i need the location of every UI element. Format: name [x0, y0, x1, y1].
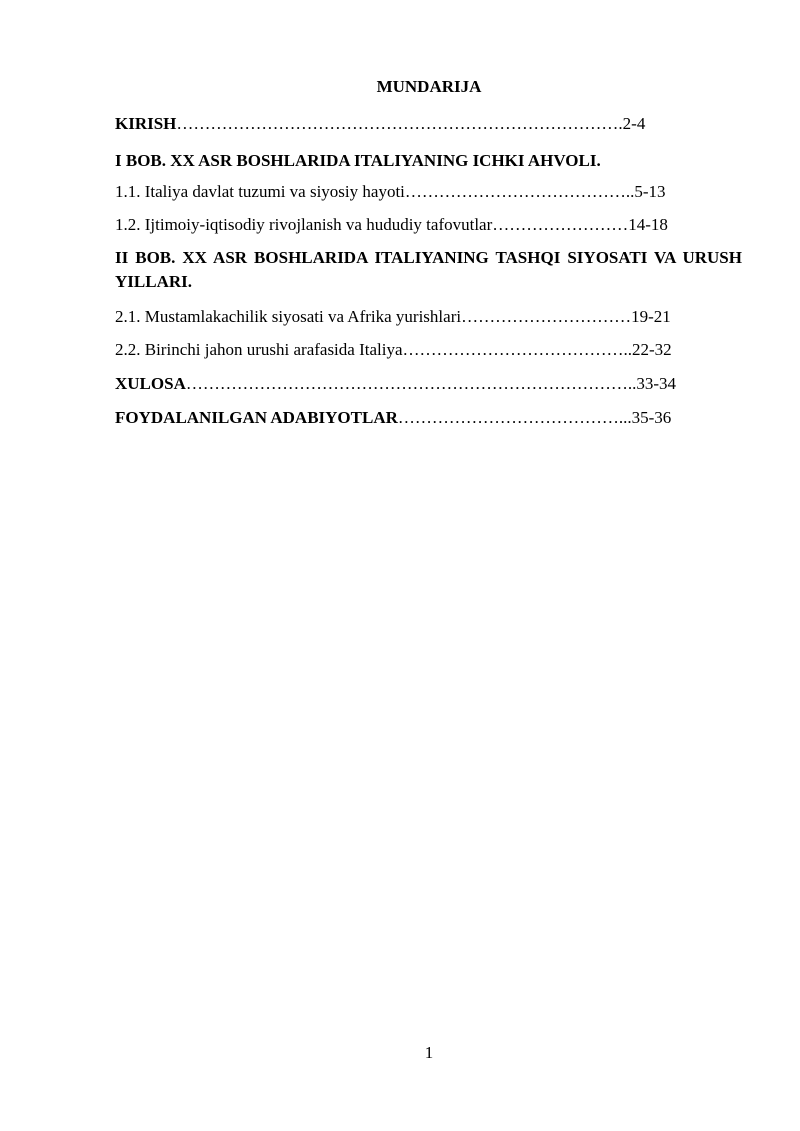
toc-leader: …………………………………. — [397, 408, 624, 427]
toc-page-range: ..35-36 — [623, 408, 672, 427]
toc-entry-1-1 — [115, 182, 666, 202]
toc-entry-label: 1.2. Ijtimoiy-iqtisodiy rivojlanish va hududiy tafovutlar — [115, 215, 493, 234]
toc-page-range: 5-13 — [634, 182, 666, 201]
toc-leader: ……………………………………………………………………. — [176, 114, 623, 133]
toc-leader: ………………………………….. — [402, 340, 632, 359]
toc-leader: ………………………………….. — [404, 182, 635, 201]
toc-entry-kirish — [115, 114, 645, 134]
toc-entry-label: 2.1. Mustamlakachilik siyosati va Afrika yurishlari — [115, 307, 462, 326]
toc-entry-xulosa — [115, 374, 676, 394]
toc-entry-adabiyotlar — [115, 408, 671, 428]
toc-entry-label: KIRISH — [115, 114, 177, 133]
toc-title: MUNDARIJA — [376, 77, 482, 96]
toc-entry-label: 2.2. Birinchi jahon urushi arafasida Italiya — [115, 340, 403, 359]
toc-page-range: 14-18 — [628, 215, 668, 234]
toc-page-range: 19-21 — [631, 307, 671, 326]
toc-leader: ………………………… — [461, 307, 632, 326]
toc-entry-label: XULOSA — [115, 374, 186, 393]
toc-leader: …………………………………………………………………….. — [185, 374, 637, 393]
toc-chapter-2-heading: II BOB. XX ASR BOSHLARIDA ITALIYANING TASHQI SIYOSATI VA URUSH YILLARI. — [115, 248, 742, 291]
toc-page-range: 2-4 — [622, 114, 646, 133]
toc-entry-label: FOYDALANILGAN ADABIYOTLAR — [115, 408, 398, 427]
toc-entry-2-1 — [115, 307, 671, 327]
toc-leader: …………………… — [492, 215, 629, 234]
page-number: 1 — [424, 1043, 434, 1062]
toc-entry-label: 1.1. Italiya davlat tuzumi va siyosiy hayoti — [115, 182, 405, 201]
toc-page-range: 22-32 — [632, 340, 672, 359]
toc-chapter-1-heading: I BOB. XX ASR BOSHLARIDA ITALIYANING ICHKI AHVOLI. — [115, 151, 601, 170]
toc-entry-1-2 — [115, 215, 668, 235]
toc-page-range: 33-34 — [636, 374, 677, 393]
toc-entry-2-2 — [115, 340, 672, 360]
